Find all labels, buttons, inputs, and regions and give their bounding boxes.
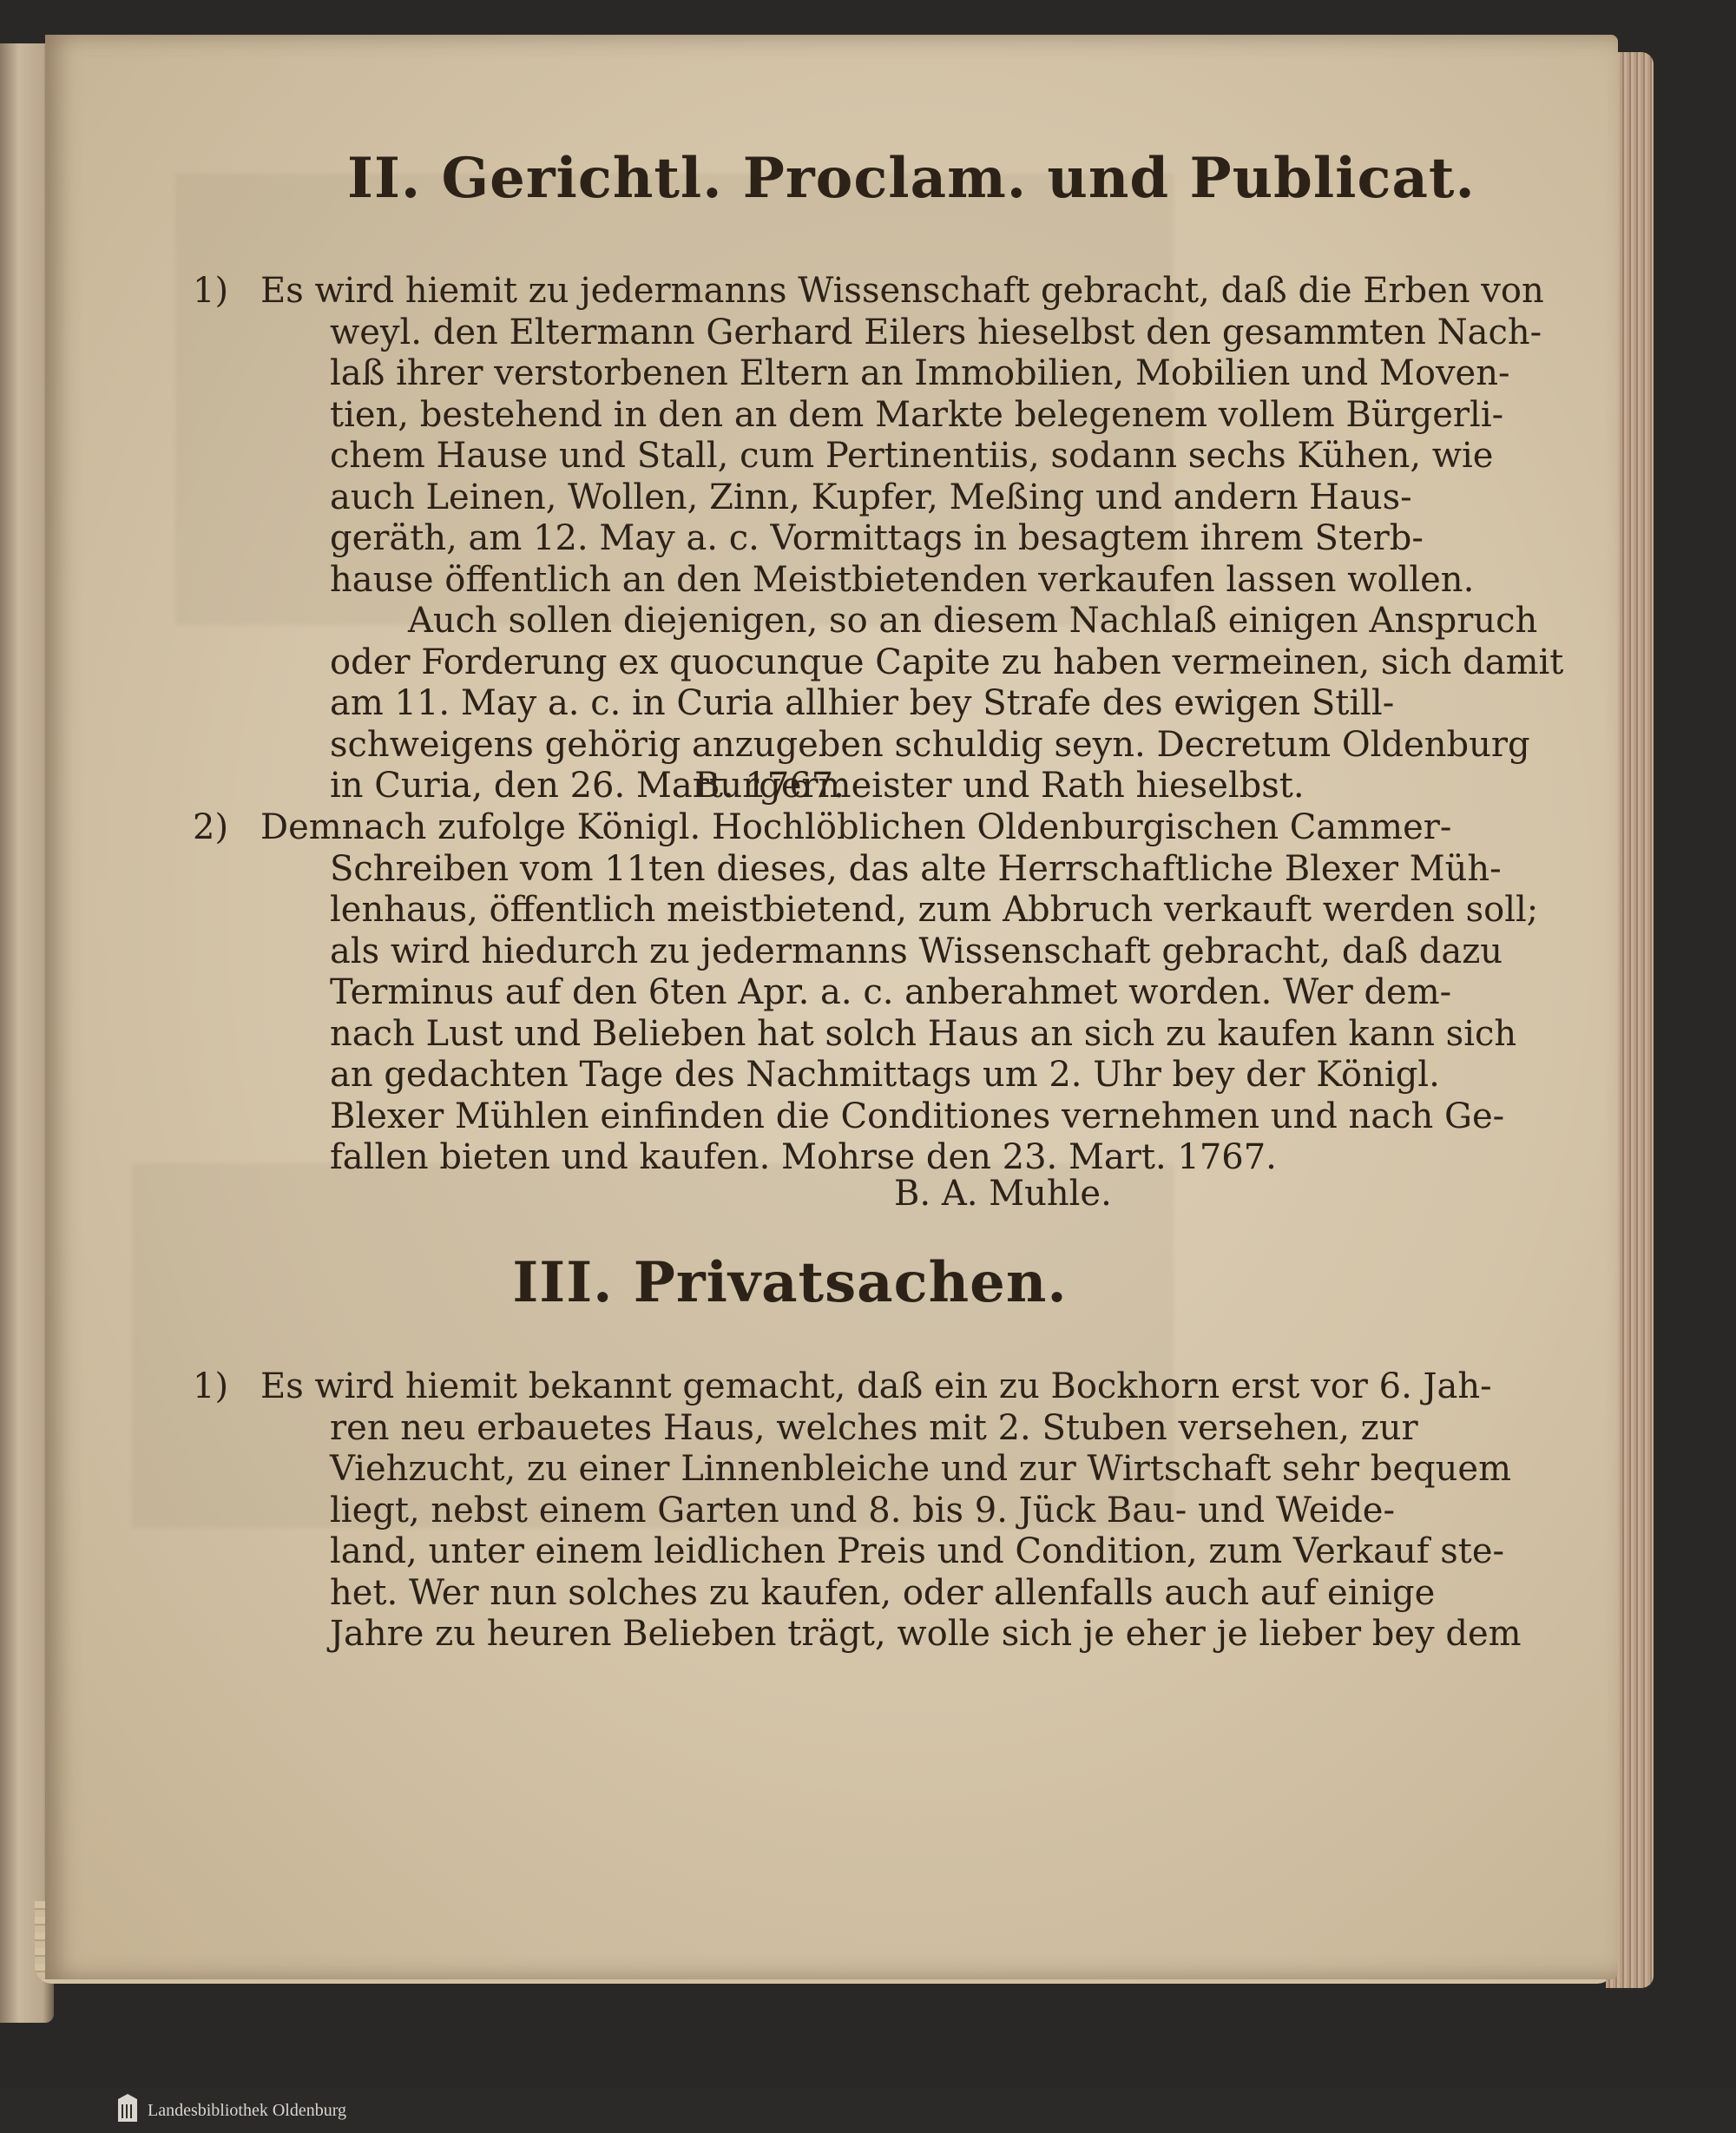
text-line: am 11. May a. c. in Curia allhier bey Strafe des ewigen Still-	[330, 683, 1395, 723]
text-line: oder Forderung ex quocunque Capite zu haben vermeinen, sich damit	[330, 642, 1564, 682]
section-heading-gerichtl: II. Gerichtl. Proclam. und Publicat.	[347, 146, 1476, 211]
text-line: Es wird hiemit zu jedermanns Wissenschaft gebracht, daß die Erben von	[260, 271, 1544, 311]
text-line: geräth, am 12. May a. c. Vormittags in besagtem ihrem Sterb-	[330, 518, 1424, 558]
text-line: als wird hiedurch zu jedermanns Wissenschaft gebracht, daß dazu	[330, 931, 1503, 971]
text-line: Jahre zu heuren Belieben trägt, wolle sich je eher je lieber bey dem	[330, 1614, 1522, 1654]
text-line: tien, bestehend in den an dem Markte belegenem vollem Bürgerli-	[330, 394, 1504, 435]
item-number: 1)	[193, 1366, 229, 1406]
text-line: fallen bieten und kaufen. Mohrse den 23. Mart. 1767.	[330, 1137, 1277, 1177]
text-line: nach Lust und Belieben hat solch Haus an sich zu kaufen kann sich	[330, 1013, 1517, 1054]
text-line: weyl. den Eltermann Gerhard Eilers hieselbst den gesammten Nach-	[330, 312, 1542, 352]
item-number: 2)	[193, 807, 229, 847]
text-line: schweigens gehörig anzugeben schuldig seyn. Decretum Oldenburg	[330, 724, 1530, 765]
text-line: Demnach zufolge Königl. Hochlöblichen Oldenburgischen Cammer-	[260, 807, 1452, 847]
text-line: Terminus auf den 6ten Apr. a. c. anberahmet worden. Wer dem-	[330, 972, 1452, 1012]
text-line: Auch sollen diejenigen, so an diesem Nachlaß einigen Anspruch	[408, 601, 1538, 641]
text-line: auch Leinen, Wollen, Zinn, Kupfer, Meßing und andern Haus-	[330, 477, 1412, 517]
text-line: liegt, nebst einem Garten und 8. bis 9. Jück Bau- und Weide-	[330, 1490, 1395, 1531]
footer-bar	[0, 2088, 1736, 2133]
text-line: Viehzucht, zu einer Linnenbleiche und zur Wirtschaft sehr bequem	[330, 1449, 1512, 1489]
section-heading-privatsachen: III. Privatsachen.	[512, 1250, 1068, 1315]
signature-muhle: B. A. Muhle.	[894, 1174, 1112, 1214]
text-line: hause öffentlich an den Meistbietenden verkaufen lassen wollen.	[330, 559, 1475, 600]
text-line: Blexer Mühlen einfinden die Conditiones vernehmen und nach Ge-	[330, 1096, 1505, 1136]
library-name: Landesbibliothek Oldenburg	[148, 2100, 347, 2120]
text-line: Es wird hiemit bekannt gemacht, daß ein zu Bockhorn erst vor 6. Jah-	[260, 1366, 1492, 1406]
text-line: lenhaus, öffentlich meistbietend, zum Abbruch verkauft werden soll;	[330, 890, 1539, 930]
text-line: land, unter einem leidlichen Preis und Condition, zum Verkauf ste-	[330, 1531, 1505, 1571]
signature-burgermeister: Burgermeister und Rath hieselbst.	[694, 766, 1305, 806]
text-line: het. Wer nun solches zu kaufen, oder allenfalls auch auf einige	[330, 1572, 1436, 1613]
text-line: in Curia, den 26. Mart. 1767.	[330, 766, 845, 806]
text-line: Schreiben vom 11ten dieses, das alte Herrschaftliche Blexer Müh-	[330, 848, 1502, 889]
item-number: 1)	[193, 271, 229, 311]
text-line: laß ihrer verstorbenen Eltern an Immobilien, Mobilien und Moven-	[330, 353, 1510, 393]
text-line: ren neu erbauetes Haus, welches mit 2. Stuben versehen, zur	[330, 1407, 1418, 1448]
library-building-icon	[118, 2099, 137, 2122]
text-line: an gedachten Tage des Nachmittags um 2. Uhr bey der Königl.	[330, 1055, 1440, 1095]
text-line: chem Hause und Stall, cum Pertinentiis, sodann sechs Kühen, wie	[330, 436, 1494, 476]
